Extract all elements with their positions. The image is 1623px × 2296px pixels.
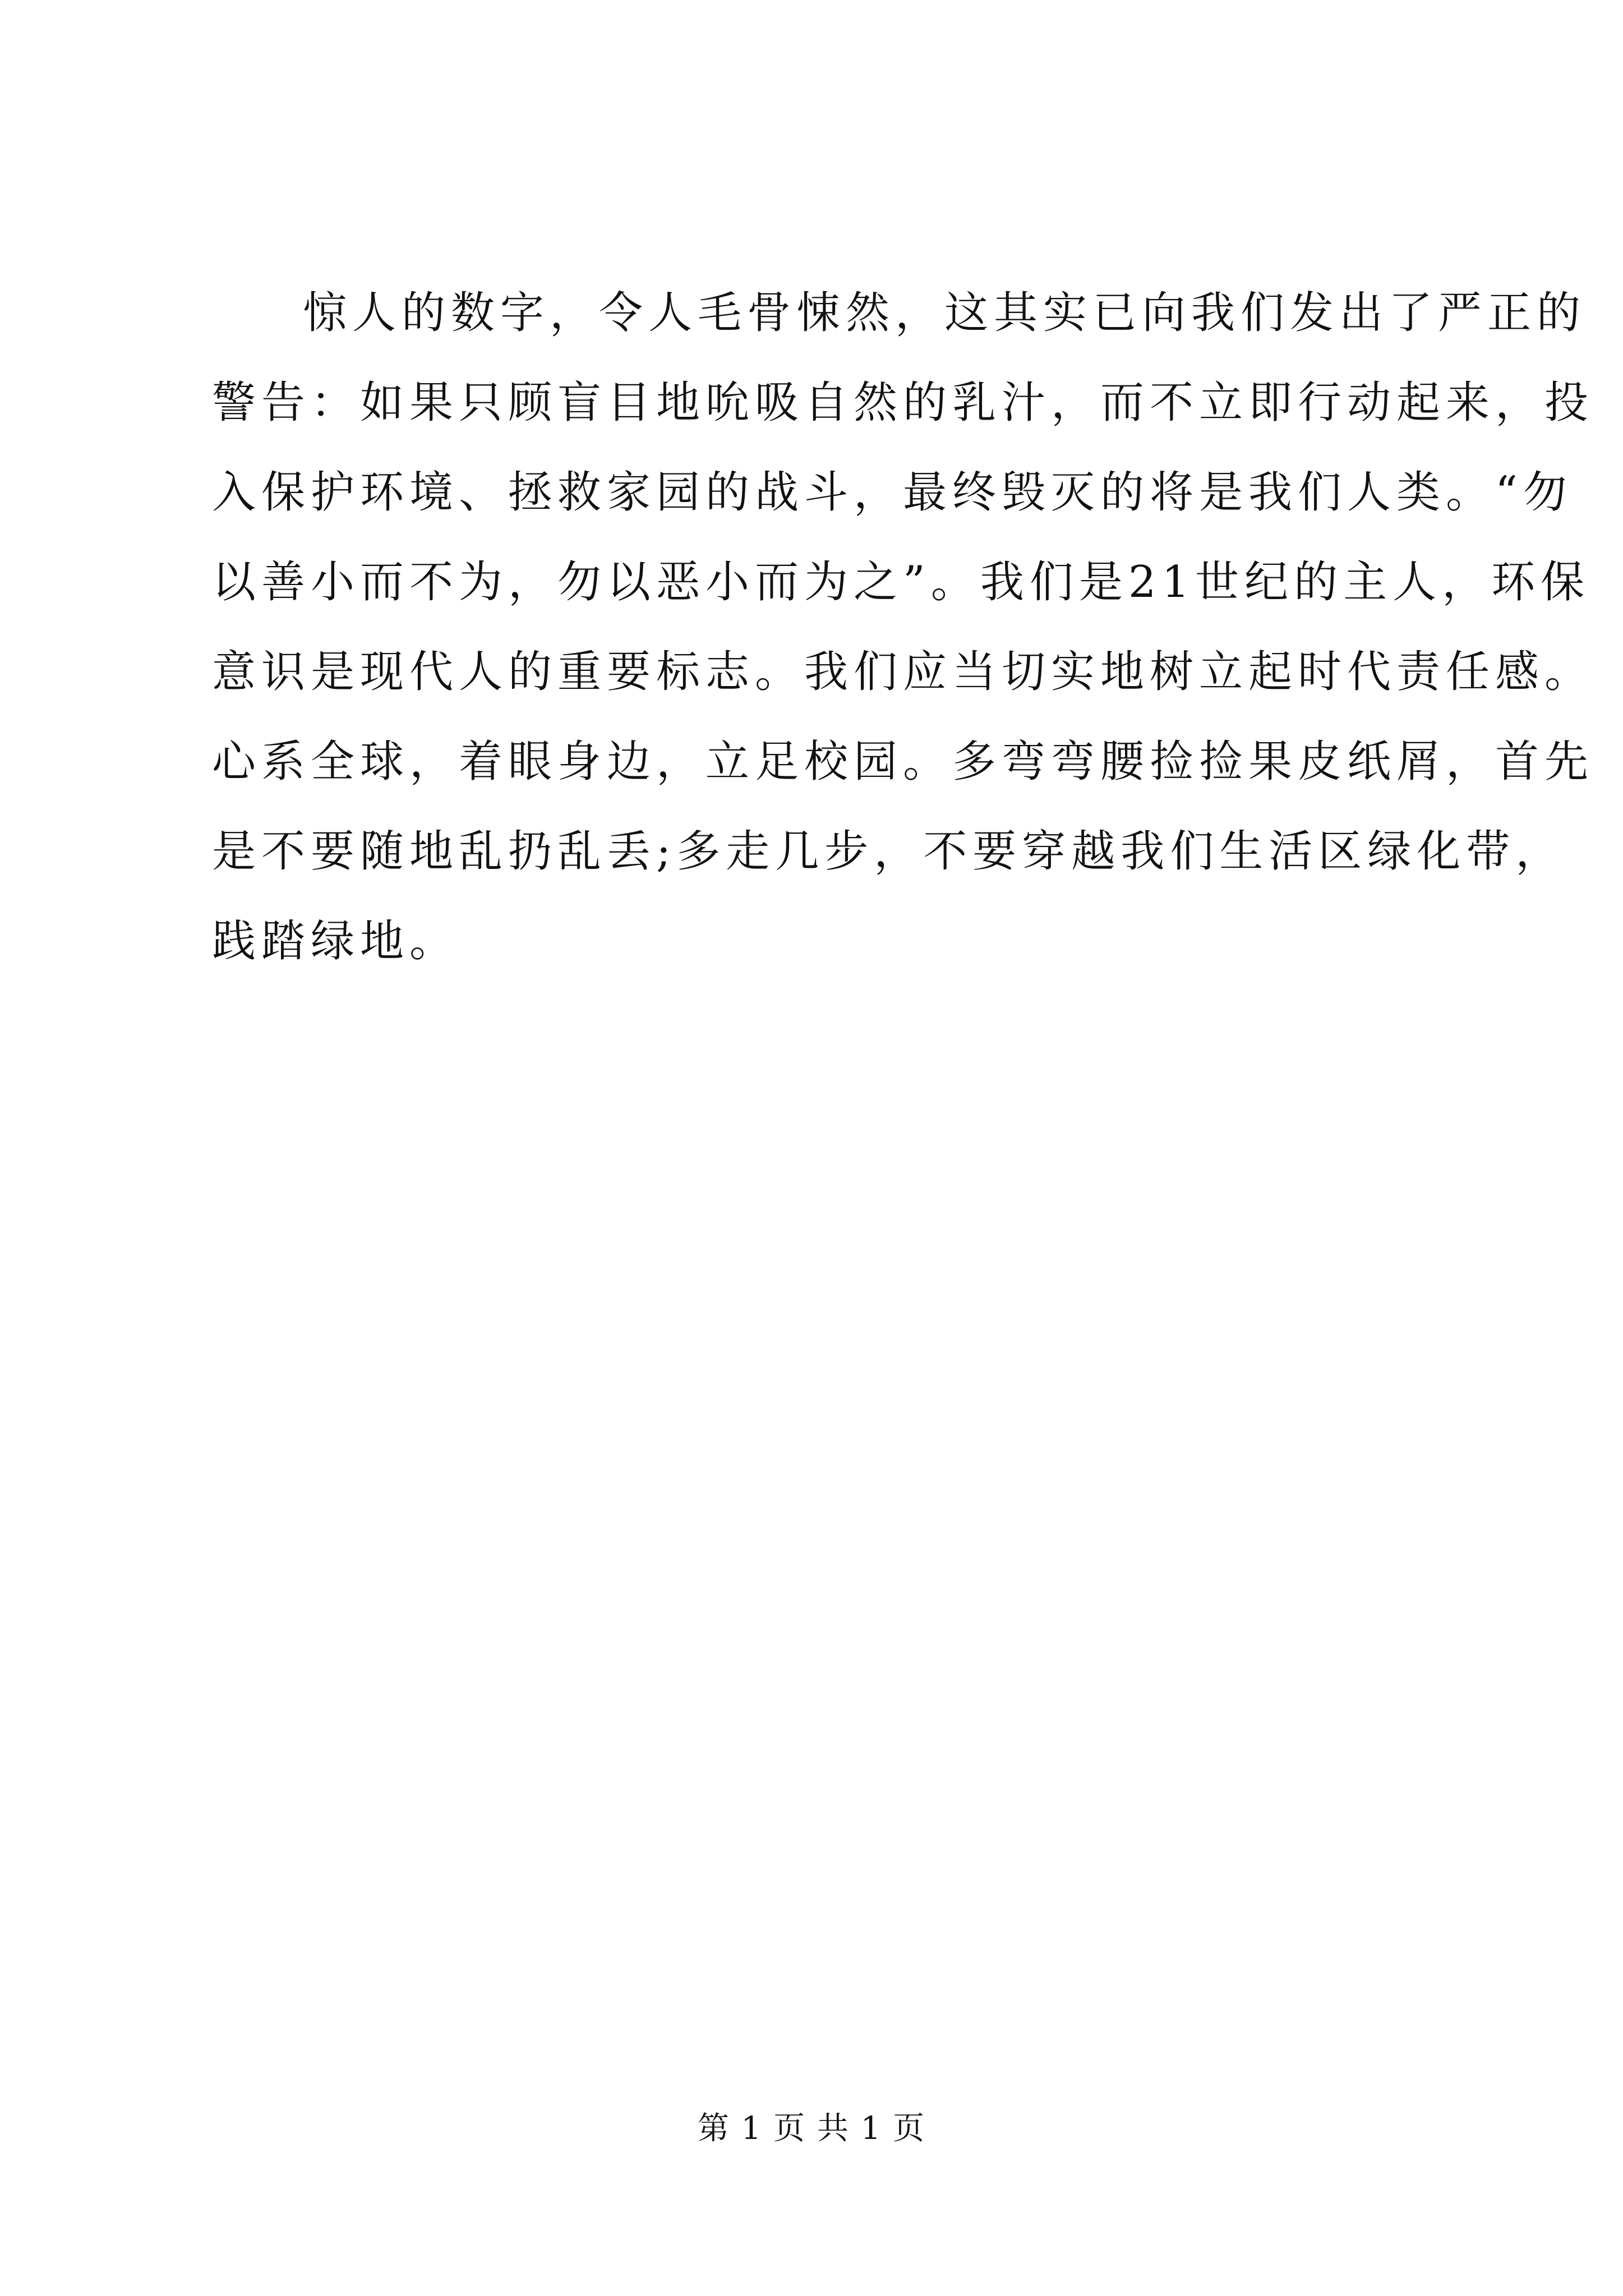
paragraph-line: 入保护环境、拯救家园的战斗，最终毁灭的将是我们人类。“勿 (212, 467, 1573, 518)
body-paragraph (212, 268, 1594, 986)
paragraph-line: 以善小而不为，勿以恶小而为之”。我们是21世纪的主人，环保 (212, 557, 1590, 608)
paragraph-line: 惊人的数字，令人毛骨悚然，这其实已向我们发出了严正的 (303, 288, 1587, 338)
paragraph-line: 践踏绿地。 (212, 916, 459, 967)
paragraph-line: 意识是现代人的重要标志。我们应当切实地树立起时代责任感。 (212, 647, 1594, 697)
paragraph-line: 警告：如果只顾盲目地吮吸自然的乳汁，而不立即行动起来，投 (212, 378, 1594, 428)
page-number-label: 第 1 页 共 1 页 (697, 2110, 926, 2147)
paragraph-line: 是不要随地乱扔乱丢;多走几步，不要穿越我们生活区绿化带， (212, 826, 1565, 877)
page-footer (0, 2106, 1623, 2151)
paragraph-line: 心系全球，着眼身边，立足校园。多弯弯腰捡捡果皮纸屑，首先 (212, 737, 1594, 787)
